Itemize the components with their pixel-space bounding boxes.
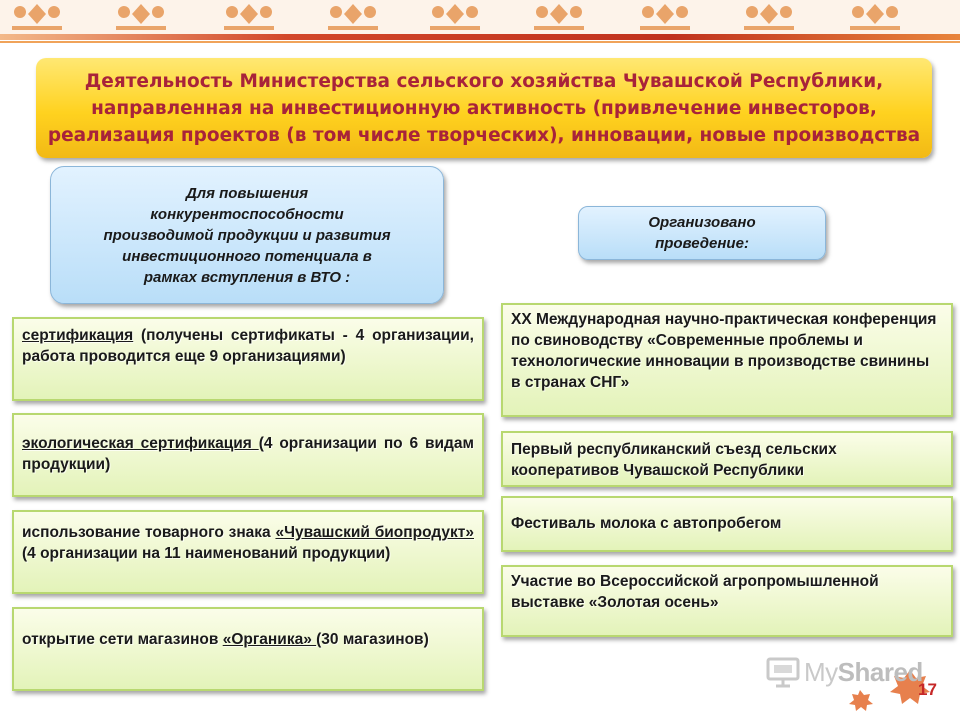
item-text: Участие во Всероссийской агропромышленной выставке «Золотая осень» [511,573,879,611]
ornament-icon [524,2,594,32]
eco-certification-item [12,413,484,497]
callout-line: Для повышения [185,184,309,202]
callout-line: рамках вступления в ВТО : [143,268,351,286]
item-keyword: «Чувашский биопродукт» [275,524,474,541]
store-network-item [12,607,484,691]
callout-line: конкурентоспособности [150,205,344,223]
item-text: (получены сертификаты - 4 организации, работа проводится еще 9 организациями) [22,327,474,365]
item-keyword: сертификация [22,327,134,344]
ornament-icon [214,2,284,32]
red-divider [0,34,960,40]
title-banner [36,58,932,158]
callout-line: проведение: [655,235,749,252]
item-text: (4 организации на 11 наименований продукции) [22,545,391,562]
item-text: использование товарного знака [22,524,276,541]
ornament-band [0,0,960,34]
item-text: XX Международная научно-практическая конференция по свиноводству «Современные проблемы и технологические инновации в производстве свинины в странах СНГ» [511,311,937,391]
ornament-icon [734,2,804,32]
congress-item [501,431,953,487]
ornament-icon [840,2,910,32]
callout-line: инвестиционного потенциала в [122,247,372,265]
orange-divider [0,41,960,43]
item-text: Первый республиканский съезд сельских кооперативов Чувашской Республики [511,441,837,479]
item-keyword: экологическая сертификация [22,435,259,452]
ornament-icon [106,2,176,32]
item-text: (30 магазинов) [316,631,429,648]
ornament-icon [318,2,388,32]
exhibition-item [501,565,953,637]
myshared-watermark [766,654,926,690]
trademark-item [12,510,484,594]
title-line: Деятельность Министерства сельского хозяйства Чувашской Республики, [84,70,884,92]
ornament-icon [630,2,700,32]
watermark-prefix: My [804,656,838,687]
item-keyword: «Органика» [222,631,317,648]
ornament-icon [420,2,490,32]
watermark-suffix: Shared [837,656,923,687]
title-line: реализация проектов (в том числе творческих), инновации, новые производства [47,124,921,146]
item-text: открытие сети магазинов [22,631,223,648]
callout-line: Организовано [648,214,756,231]
certification-item [12,317,484,401]
ornament-icon [2,2,72,32]
organized-callout [578,206,826,260]
callout-line: производимой продукции и развития [103,226,391,244]
item-text: Фестиваль молока с автопробегом [511,515,782,532]
wto-callout [50,166,444,304]
page-number: 17 [918,680,937,699]
title-line: направленная на инвестиционную активность (привлечение инвесторов, [91,97,877,119]
festival-item [501,496,953,552]
presentation-icon [766,656,800,688]
item-text: (4 организации по 6 видам продукции) [22,435,474,473]
conference-item [501,303,953,417]
